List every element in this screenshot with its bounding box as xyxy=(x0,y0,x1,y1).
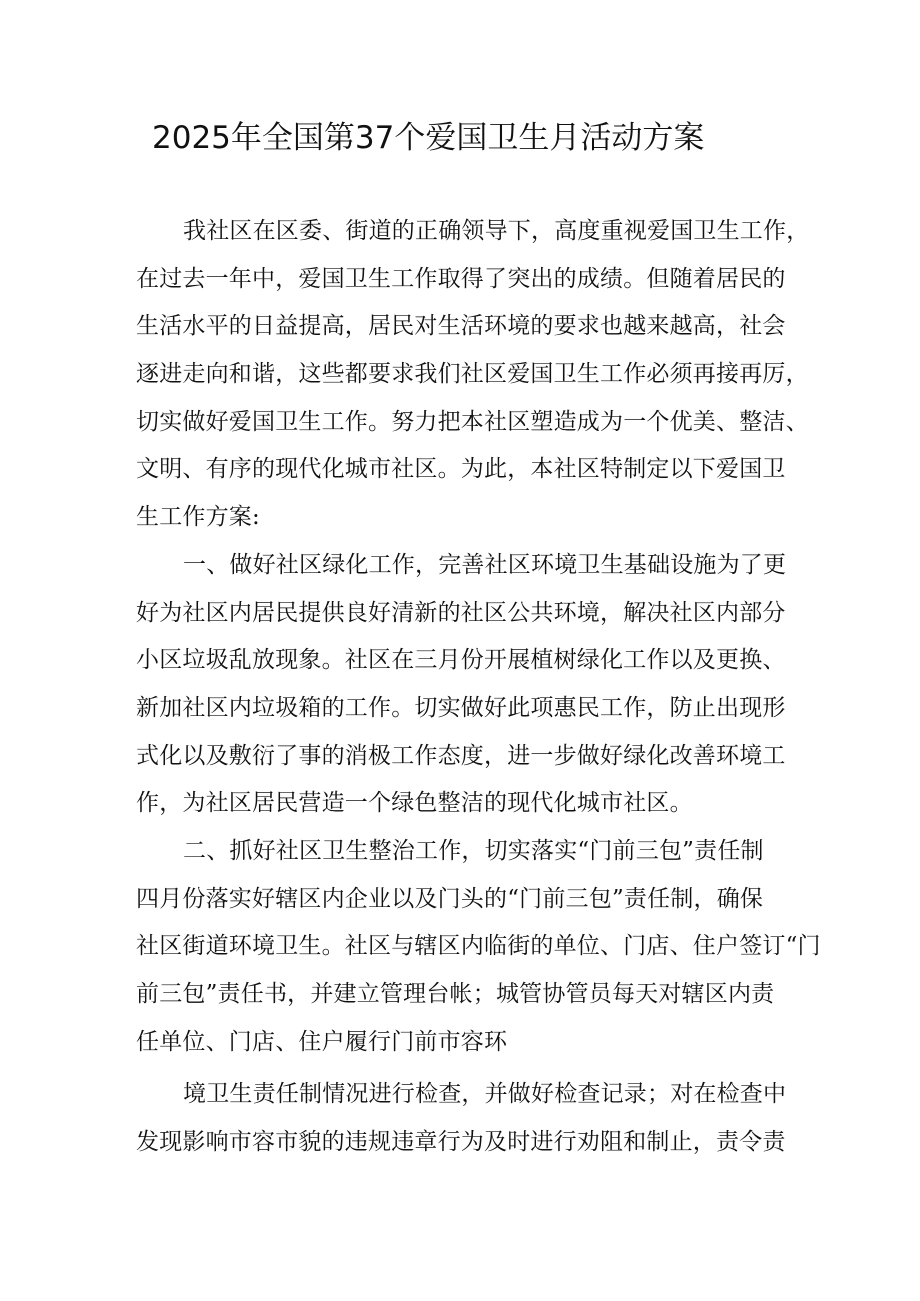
section-two-line: 四月份落实好辖区内企业以及门头的“门前三包”责任制，确保 xyxy=(136,885,764,912)
paragraph-intro-line: 在过去一年中，爱国卫生工作取得了突出的成绩。但随着居民的 xyxy=(136,265,786,292)
section-one-line: 好为社区内居民提供良好清新的社区公共环境，解决社区内部分 xyxy=(136,599,786,626)
section-one-line: 一、做好社区绿化工作，完善社区环境卫生基础设施为了更 xyxy=(183,551,787,578)
section-two-line: 二、抓好社区卫生整治工作，切实落实“门前三包”责任制 xyxy=(183,837,764,864)
document-body xyxy=(136,208,821,1167)
paragraph-intro-line: 生工作方案: xyxy=(136,504,260,531)
paragraph-intro-line: 生活水平的日益提高，居民对生活环境的要求也越来越高，社会 xyxy=(136,313,786,340)
paragraph-continuation-line: 境卫生责任制情况进行检查，并做好检查记录；对在检查中 xyxy=(183,1081,787,1108)
section-one-line: 小区垃圾乱放现象。社区在三月份开展植树绿化工作以及更换、 xyxy=(136,647,786,674)
document-title: 2025年全国第37个爱国卫生月活动方案 xyxy=(152,120,705,156)
section-two-line: 任单位、门店、住户履行门前市容环 xyxy=(136,1028,508,1055)
section-one-line: 作，为社区居民营造一个绿色整洁的现代化城市社区。 xyxy=(136,790,693,817)
section-two-line: 前三包”责任书，并建立管理台帐；城管协管员每天对辖区内责 xyxy=(136,981,775,1007)
paragraph-intro-line: 逐进走向和谐，这些都要求我们社区爱国卫生工作必须再接再厉， xyxy=(136,361,809,388)
paragraph-intro-line: 我社区在区委、街道的正确领导下，高度重视爱国卫生工作， xyxy=(183,218,810,244)
section-two-line: 社区街道环境卫生。社区与辖区内临街的单位、门店、住户签订“门 xyxy=(136,933,821,960)
paragraph-intro-line: 切实做好爱国卫生工作。努力把本社区塑造成为一个优美、整洁、 xyxy=(136,408,809,435)
section-one-line: 新加社区内垃圾箱的工作。切实做好此项惠民工作，防止出现形 xyxy=(136,694,786,721)
paragraph-continuation-line: 发现影响市容市貌的违规违章行为及时进行劝阻和制止，责令责 xyxy=(136,1129,786,1156)
section-one-line: 式化以及敷衍了事的消极工作态度，进一步做好绿化改善环境工 xyxy=(136,742,786,769)
paragraph-intro-line: 文明、有序的现代化城市社区。为此，本社区特制定以下爱国卫 xyxy=(136,456,786,483)
